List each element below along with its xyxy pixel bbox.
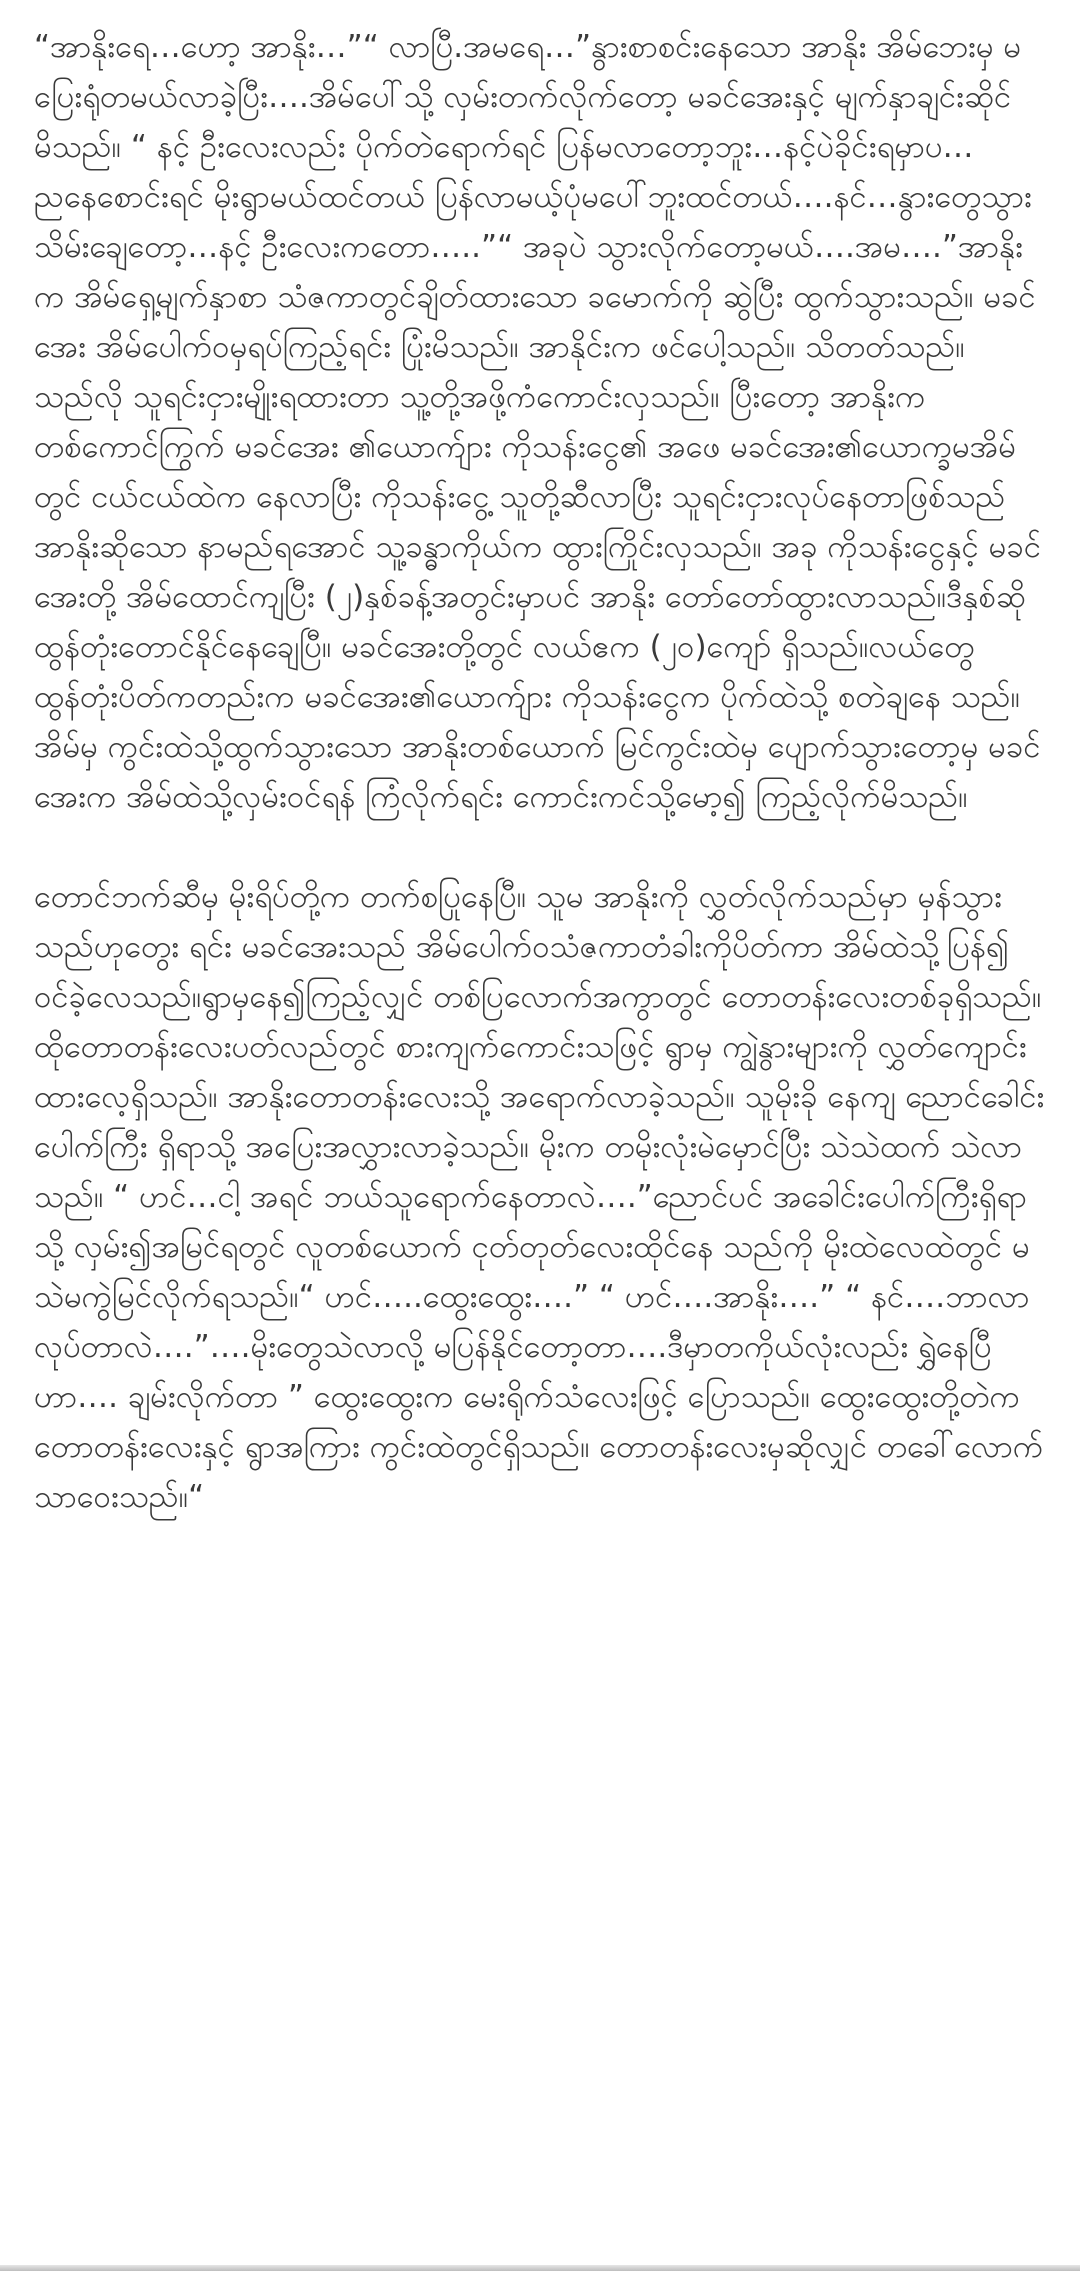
bottom-edge-divider (0, 2265, 1080, 2271)
story-paragraph-2: တောင်ဘက်ဆီမှ မိုးရိပ်တို့က တက်စပြုနေပြီ။ သူမ အာနိုးကို လွှတ်လိုက်သည်မှာ မှန်သွားသည်ဟုတွေး ရင်း မခင်အေးသည် အိမ်ပေါက်ဝသံဇကာတံခါးကိုပိတ်ကာ အိမ်ထဲသို့ပြန်၍ ဝင်ခဲ့လေသည်။ရွာမှနေ၍ကြည့်လျှင် တစ်ပြလောက်အကွာတွင် တောတန်းလေးတစ်ခုရှိသည်။ထိုတောတန်းလေးပတ်လည်တွင် စားကျက်ကောင်းသဖြင့် ရွာမှ ကျွဲနွားများကို လွှတ်ကျောင်းထားလေ့ရှိသည်။ အာနိုးတောတန်းလေးသို့ အရောက်လာခဲ့သည်။ သူမိုးခို နေကျ ညောင်ခေါင်းပေါက်ကြီး ရှိရာသို့ အပြေးအလွှားလာခဲ့သည်။ မိုးက တမိုးလုံးမဲမှောင်ပြီး သဲသဲထက် သဲလာသည်။ “ ဟင်…ငါ့ အရင် ဘယ်သူရောက်နေတာလဲ….”ညောင်ပင် အခေါင်းပေါက်ကြီးရှိရာသို့ လှမ်း၍အမြင်ရတွင် လူတစ်ယောက် ငုတ်တုတ်လေးထိုင်နေ သည်ကို မိုးထဲလေထဲတွင် မသဲမကွဲမြင်လိုက်ရသည်။“ ဟင်…..ထွေးထွေး….” “ ဟင်….အာနိုး….” “ နင်….ဘာလာလုပ်တာလဲ….”….မိုးတွေသဲလာလို့ မပြန်နိုင်တော့တာ….ဒီမှာတကိုယ်လုံးလည်း ရွှဲနေပြီဟာ…. ချမ်းလိုက်တာ ” ထွေးထွေးက မေးရိုက်သံလေးဖြင့် ပြောသည်။ ထွေးထွေးတို့တဲက တောတန်းလေးနှင့် ရွာအကြား ကွင်းထဲတွင်ရှိသည်။ တောတန်းလေးမှဆိုလျှင် တခေါ်လောက်သာဝေးသည်။“ (34, 879, 1045, 1515)
story-text (34, 22, 1050, 1522)
story-paragraph-1: “အာနိုးရေ…ဟော့ အာနိုး…”“ လာပြီ.အမရေ…”နွားစာစင်းနေသော အာနိုး အိမ်ဘေးမှ မပြေးရုံတမယ်လာခဲ့ပြီး….အိမ်ပေါ်သို့ လှမ်းတက်လိုက်တော့ မခင်အေးနှင့် မျက်နှာချင်းဆိုင်မိသည်။ “ နင့် ဦးလေးလည်း ပိုက်တဲရောက်ရင် ပြန်မလာတော့ဘူး…နင့်ပဲခိုင်းရမှာပ…ညနေစောင်းရင် မိုးရွာမယ်ထင်တယ် ပြန်လာမယ့်ပုံမပေါ်ဘူးထင်တယ်….နင်…နွားတွေသွားသိမ်းချေတော့…နင့် ဦးလေးကတော…..”“ အခုပဲ သွားလိုက်တော့မယ်….အမ….”အာနိုးက အိမ်ရှေ့မျက်နှာစာ သံဇကာတွင်ချိတ်ထားသော ခမောက်ကို ဆွဲပြီး ထွက်သွားသည်။ မခင်အေး အိမ်ပေါက်ဝမှရပ်ကြည့်ရင်း ပြုံးမိသည်။ အာနိုင်းက ဖင်ပေါ့သည်။ သိတတ်သည်။ သည်လို သူရင်းငှားမျိုးရထားတာ သူ့တို့အဖို့ကံကောင်းလှသည်။ ပြီးတော့ အာနိုးက တစ်ကောင်ကြွက် မခင်အေး ၏ယောက်ျား ကိုသန်းငွေ၏ အဖေ မခင်အေး၏ယောက္ခမအိမ်တွင် ငယ်ငယ်ထဲက နေလာပြီး ကိုသန်းငွေ့ သူတို့ဆီလာပြီး သူရင်းငှားလုပ်နေတာဖြစ်သည် အာနိုးဆိုသော နာမည်ရအောင် သူ့ခန္ဓာကိုယ်က ထွားကြိုင်းလှသည်။ အခု ကိုသန်းငွေနှင့် မခင်အေးတို့ အိမ်ထောင်ကျပြီး (၂)နှစ်ခန့်အတွင်းမှာပင် အာနိုး တော်တော်ထွားလာသည်။ဒီနှစ်ဆို ထွန်တုံးတောင်နိုင်နေချေပြီ။ မခင်အေးတို့တွင် လယ်ဧက (၂၀)ကျော် ရှိသည်။လယ်တွေထွန်တုံးပိတ်ကတည်းက မခင်အေး၏ယောက်ျား ကိုသန်းငွေက ပိုက်ထဲသို့ စတဲချနေ သည်။အိမ်မှ ကွင်းထဲသို့ထွက်သွားသော အာနိုးတစ်ယောက် မြင်ကွင်းထဲမှ ပျောက်သွားတော့မှ မခင်အေးက အိမ်ထဲသို့လှမ်းဝင်ရန် ကြံလိုက်ရင်း ကောင်းကင်သို့မော့၍ ကြည့်လိုက်မိသည်။ (34, 29, 1042, 815)
